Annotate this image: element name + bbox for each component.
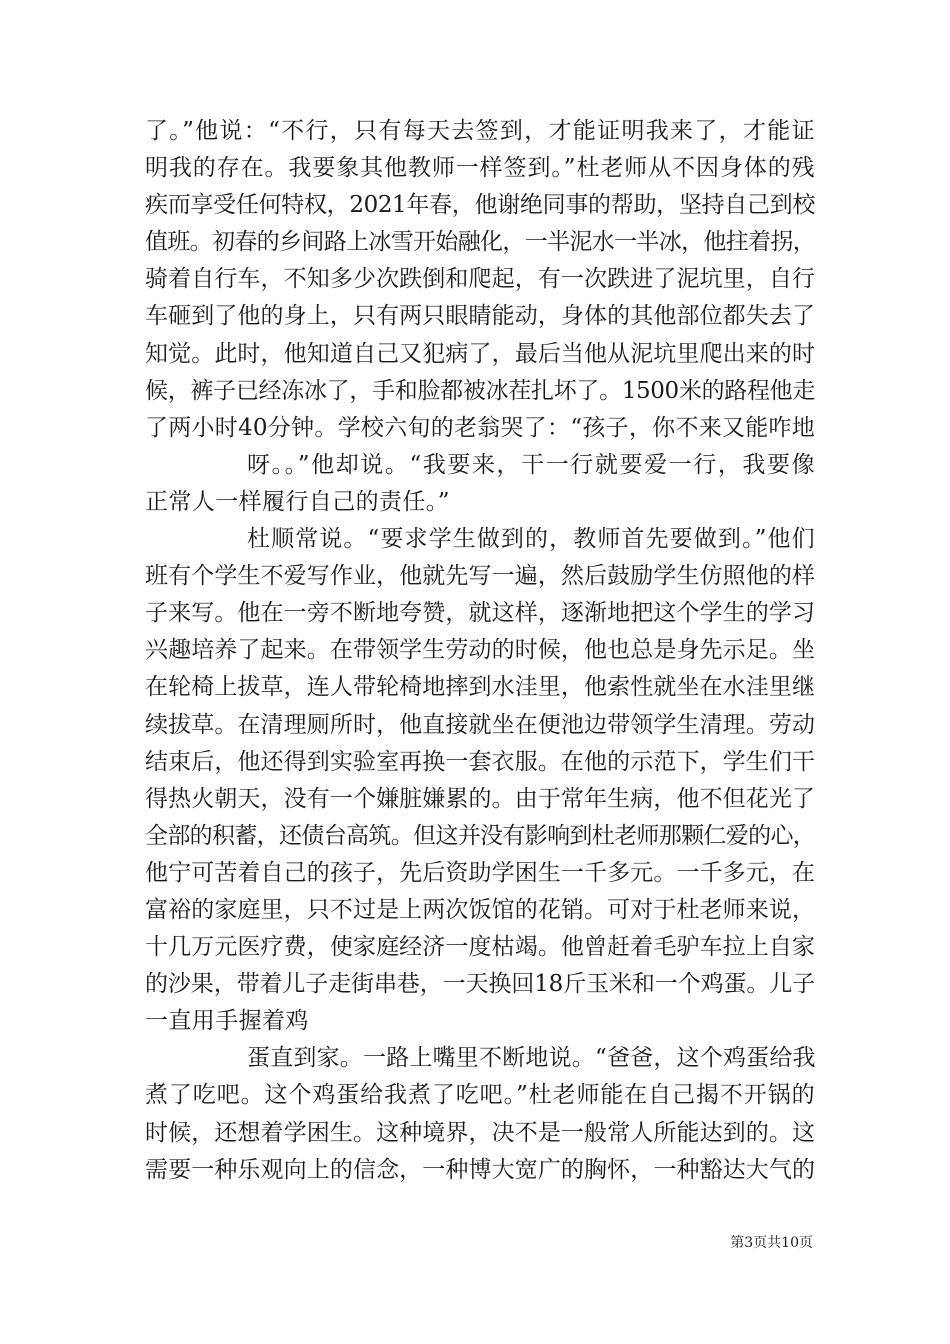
text-line: 了两小时40分钟。学校六旬的老翁哭了：“孩子，你不来又能咋地: [145, 414, 815, 441]
text-line: 得热火朝天，没有一个嫌脏嫌累的。由于常年生病，他不但花光了: [145, 785, 815, 812]
body-text: [145, 113, 815, 1189]
text-line: 子来写。他在一旁不断地夸赞，就这样，逐渐地把这个学生的学习: [145, 600, 815, 627]
text-line: 续拔草。在清理厕所时，他直接就坐在便池边带领学生清理。劳动: [145, 711, 815, 738]
text-line: 兴趣培养了起来。在带领学生劳动的时候，他也总是身先示足。坐: [145, 637, 815, 664]
text-line: 需要一种乐观向上的信念，一种博大宽广的胸怀，一种豁达大气的: [145, 1156, 815, 1183]
text-line: 他宁可苦着自己的孩子，先后资助学困生一千多元。一千多元，在: [145, 859, 815, 886]
text-line: 杜顺常说。“要求学生做到的，教师首先要做到。”他们: [247, 526, 815, 553]
text-line: 车砸到了他的身上，只有两只眼睛能动，身体的其他部位都失去了: [145, 303, 815, 330]
text-line: 的沙果，带着儿子走街串巷，一天换回18斤玉米和一个鸡蛋。儿子: [145, 971, 815, 998]
text-line: 疾而享受任何特权，2021年春，他谢绝同事的帮助，坚持自己到校: [145, 192, 815, 219]
text-line: 知觉。此时，他知道自己又犯病了，最后当他从泥坑里爬出来的时: [145, 340, 815, 367]
text-line: 班有个学生不爱写作业，他就先写一遍，然后鼓励学生仿照他的样: [145, 563, 815, 590]
text-line: 蛋直到家。一路上嘴里不断地说。“爸爸，这个鸡蛋给我: [247, 1045, 816, 1072]
text-line: 值班。初春的乡间路上冰雪开始融化，一半泥水一半冰，他拄着拐，: [145, 229, 815, 256]
text-line: 在轮椅上拔草，连人带轮椅地摔到水洼里，他索性就坐在水洼里继: [145, 674, 815, 701]
text-line: 煮了吃吧。这个鸡蛋给我煮了吃吧。”杜老师能在自己揭不开锅的: [145, 1082, 815, 1109]
text-line: 明我的存在。我要象其他教师一样签到。”杜老师从不因身体的残: [145, 155, 815, 182]
text-line: 了。”他说：“不行，只有每天去签到，才能证明我来了，才能证: [145, 118, 815, 144]
page-number: 第3页共10页: [730, 1235, 813, 1251]
text-line: 富裕的家庭里，只不过是上两次饭馆的花销。可对于杜老师来说，: [145, 896, 815, 923]
text-line: 结束后，他还得到实验室再换一套衣服。在他的示范下，学生们干: [145, 748, 815, 775]
text-line: 候，裤子已经冻冰了，手和脸都被冰茬扎坏了。1500米的路程他走: [145, 377, 815, 404]
text-line: 骑着自行车，不知多少次跌倒和爬起，有一次跌进了泥坑里，自行: [145, 266, 815, 293]
text-line: 正常人一样履行自己的责任。”: [145, 488, 450, 515]
text-line: 呀。。”他却说。“我要来，干一行就要爱一行，我要像: [247, 451, 815, 478]
text-line: 全部的积蓄，还债台高筑。但这并没有影响到杜老师那颗仁爱的心，: [145, 822, 815, 849]
text-line: 时候，还想着学困生。这种境界，决不是一般常人所能达到的。这: [145, 1119, 815, 1146]
text-line: 一直用手握着鸡: [145, 1008, 309, 1035]
text-line: 十几万元医疗费，使家庭经济一度枯竭。他曾赶着毛驴车拉上自家: [145, 934, 815, 961]
